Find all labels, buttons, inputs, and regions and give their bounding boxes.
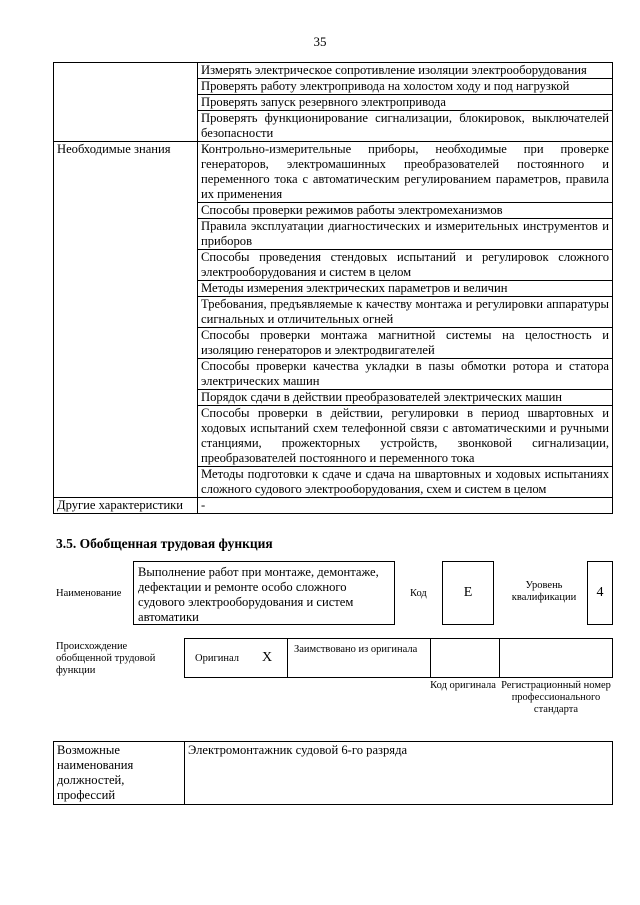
code-original-cell [431, 639, 500, 677]
skill-row: Проверять запуск резервного электропривода [198, 95, 613, 111]
knowledge-label: Необходимые знания [54, 142, 198, 498]
qualification-level-box: 4 [587, 561, 613, 625]
knowledge-row: Способы проведения стендовых испытаний и регулировок сложного электрооборудования и систем в целом [198, 250, 613, 281]
name-value-box: Выполнение работ при монтаже, демонтаже, дефектации и ремонте особо сложного судового электрооборудования и систем автоматики [133, 561, 395, 625]
section-title: 3.5. Обобщенная трудовая функция [56, 536, 273, 551]
empty-label-cell [54, 63, 198, 142]
origin-row [184, 638, 613, 678]
knowledge-row: Методы подготовки к сдаче и сдача на швартовных и ходовых испытаниях сложного судового электрооборудования, схем и систем в целом [198, 467, 613, 498]
code-value-box: E [442, 561, 494, 625]
knowledge-row: Контрольно-измерительные приборы, необходимые при проверке генераторов, электромашинных преобразователей постоянного и переменного тока с автоматическим регулированием параметров, правила их применения [198, 142, 613, 203]
knowledge-row: Способы проверки режимов работы электромеханизмов [198, 203, 613, 219]
knowledge-row: Правила эксплуатации диагностических и измерительных инструментов и приборов [198, 219, 613, 250]
positions-table [53, 741, 613, 805]
original-cell [185, 639, 288, 677]
knowledge-row: Способы проверки качества укладки в пазы обмотки ротора и статора электрических машин [198, 359, 613, 390]
original-label: Оригинал [195, 653, 239, 664]
knowledge-row: Методы измерения электрических параметров и величин [198, 281, 613, 297]
skill-row: Измерять электрическое сопротивление изоляции электрооборудования [198, 63, 613, 79]
knowledge-row: Способы проверки монтажа магнитной системы на целостность и изоляцию генераторов и электродвигателей [198, 328, 613, 359]
code-original-caption: Код оригинала [430, 680, 496, 691]
other-characteristics-label: Другие характеристики [54, 498, 198, 514]
page-number: 35 [313, 34, 327, 49]
borrowed-label: Заимствовано из оригинала [294, 644, 418, 655]
knowledge-row: Способы проверки в действии, регулировки в период швартовных и ходовых испытаний схем телефонной связи с автоматическими и ручными станциями, прожекторных устройств, звонковой сигнализации, преобразователей постоянного и переменного тока [198, 406, 613, 467]
original-mark: X [262, 650, 273, 665]
knowledge-row: Порядок сдачи в действии преобразователей электрических машин [198, 390, 613, 406]
origin-label: Происхождение обобщенной трудовой функции [56, 641, 156, 676]
skills-knowledge-table [53, 62, 613, 514]
skill-row: Проверять функционирование сигнализации, блокировок, выключателей безопасности [198, 111, 613, 142]
reg-number-cell [500, 639, 612, 677]
knowledge-row: Требования, предъявляемые к качеству монтажа и регулировки аппаратуры сигнальных и отличительных огней [198, 297, 613, 328]
positions-label: Возможные наименования должностей, профессий [54, 742, 185, 805]
code-label: Код [410, 588, 427, 599]
other-characteristics-value: - [198, 498, 613, 514]
reg-number-caption: Регистрационный номер профессионального стандарта [501, 680, 611, 715]
positions-value: Электромонтажник судовой 6-го разряда [185, 742, 613, 805]
qualification-level-label: Уровень квалификации [511, 580, 577, 603]
name-label: Наименование [56, 588, 122, 599]
skill-row: Проверять работу электропривода на холостом ходу и под нагрузкой [198, 79, 613, 95]
borrowed-cell [288, 639, 431, 677]
